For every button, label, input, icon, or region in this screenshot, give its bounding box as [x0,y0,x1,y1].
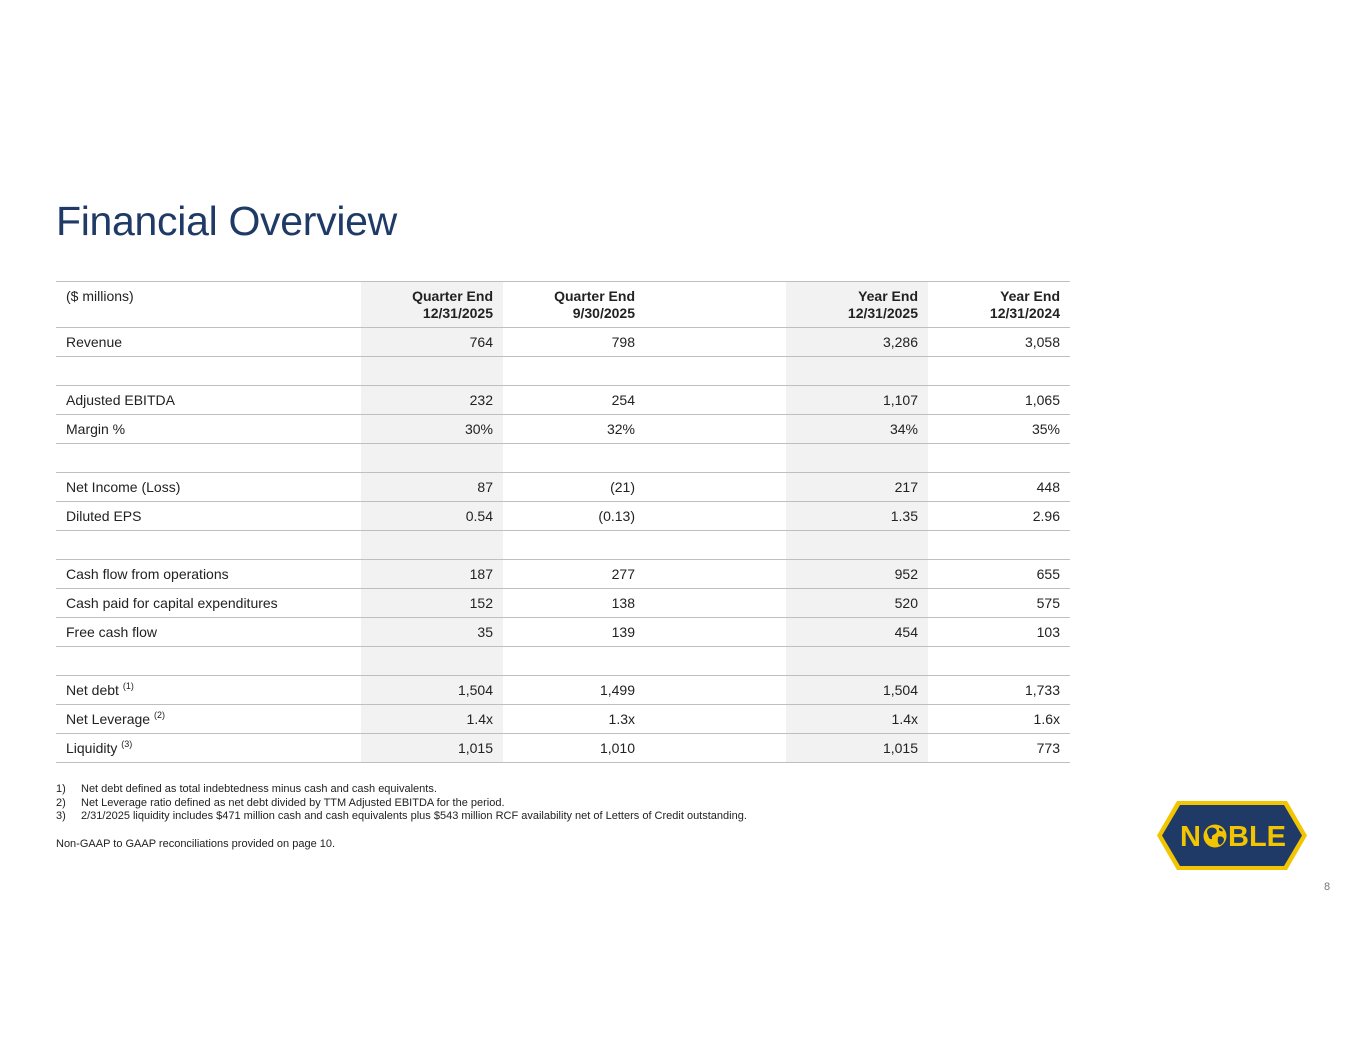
value-cell: 1,499 [503,676,645,705]
empty-cell [928,357,1070,386]
page-number: 8 [1324,881,1331,893]
value-cell: 1,015 [786,734,928,763]
gap-cell [645,415,786,444]
gap-cell [645,618,786,647]
row-label: Diluted EPS [56,502,361,531]
empty-cell [56,357,361,386]
empty-cell [361,444,503,473]
row-label: Net debt $^{(1)}$ [56,676,361,705]
empty-cell [56,531,361,560]
value-cell: 2.96 [928,502,1070,531]
value-cell: 35 [361,618,503,647]
table-row [56,734,1070,763]
row-label: Cash flow from operations [56,560,361,589]
value-cell: 1.6x [928,705,1070,734]
row-label: Revenue [56,328,361,357]
column-gap [645,282,786,328]
value-cell: 103 [928,618,1070,647]
empty-cell [361,357,503,386]
value-cell: 952 [786,560,928,589]
value-cell: 34% [786,415,928,444]
value-cell: 1,504 [786,676,928,705]
value-cell: 798 [503,328,645,357]
value-cell: 30% [361,415,503,444]
footnote-ref: (1) [122,681,134,691]
value-cell: 448 [928,473,1070,502]
empty-cell [645,357,786,386]
row-label: Cash paid for capital expenditures [56,589,361,618]
value-cell: 655 [928,560,1070,589]
value-cell: 138 [503,589,645,618]
value-cell: 277 [503,560,645,589]
gap-cell [645,502,786,531]
table-row [56,473,1070,502]
table-row [56,589,1070,618]
value-cell: 3,286 [786,328,928,357]
financial-table [56,281,1070,763]
footnote: 3) 2/31/2025 liquidity includes $471 million cash and cash equivalents plus $543 million RCF availability net of Letters of Credit outstanding. [56,810,747,822]
column-header: Quarter End 9/30/2025 [503,282,645,328]
value-cell: 139 [503,618,645,647]
gap-cell [645,328,786,357]
value-cell: 87 [361,473,503,502]
value-cell: 1,733 [928,676,1070,705]
value-cell: 152 [361,589,503,618]
footnotes [56,783,747,851]
table-row [56,502,1070,531]
value-cell: 1.35 [786,502,928,531]
logo-text-ble: BLE [1228,821,1286,853]
value-cell: 1,010 [503,734,645,763]
value-cell: 1,065 [928,386,1070,415]
spacer-row [56,647,1070,676]
value-cell: 35% [928,415,1070,444]
table-row [56,560,1070,589]
empty-cell [503,357,645,386]
value-cell: 187 [361,560,503,589]
spacer-row [56,357,1070,386]
table-row [56,618,1070,647]
spacer-row [56,531,1070,560]
value-cell: 1,015 [361,734,503,763]
row-label: Liquidity $^{(3)}$ [56,734,361,763]
column-header: Quarter End 12/31/2025 [361,282,503,328]
column-header: Year End 12/31/2024 [928,282,1070,328]
value-cell: (0.13) [503,502,645,531]
table-header-row [56,282,1070,328]
logo-text-n: N [1180,821,1201,853]
page-title: Financial Overview [56,198,397,244]
empty-cell [786,531,928,560]
non-gaap-note: Non-GAAP to GAAP reconciliations provided on page 10. [56,837,336,850]
empty-cell [786,444,928,473]
value-cell: (21) [503,473,645,502]
empty-cell [503,531,645,560]
empty-cell [361,647,503,676]
empty-cell [56,444,361,473]
spacer-row [56,444,1070,473]
value-cell: 1,107 [786,386,928,415]
value-cell: 1,504 [361,676,503,705]
empty-cell [786,357,928,386]
empty-cell [928,531,1070,560]
value-cell: 217 [786,473,928,502]
gap-cell [645,734,786,763]
empty-cell [56,647,361,676]
unit-label: ($ millions) [56,282,361,328]
value-cell: 1.4x [361,705,503,734]
row-label: Net Leverage $^{(2)}$ [56,705,361,734]
empty-cell [786,647,928,676]
table-row [56,328,1070,357]
empty-cell [361,531,503,560]
gap-cell [645,386,786,415]
gap-cell [645,705,786,734]
empty-cell [503,444,645,473]
row-label: Adjusted EBITDA [56,386,361,415]
gap-cell [645,589,786,618]
value-cell: 454 [786,618,928,647]
column-header: Year End 12/31/2025 [786,282,928,328]
empty-cell [645,531,786,560]
value-cell: 773 [928,734,1070,763]
gap-cell [645,473,786,502]
table-row [56,705,1070,734]
value-cell: 0.54 [361,502,503,531]
footnote: 1) Net debt defined as total indebtedness minus cash and cash equivalents. [56,783,437,795]
footnote: 2) Net Leverage ratio defined as net debt divided by TTM Adjusted EBITDA for the period. [56,796,505,809]
footnote-ref: (2) [153,710,165,720]
table-row [56,676,1070,705]
empty-cell [503,647,645,676]
table-row [56,386,1070,415]
value-cell: 1.4x [786,705,928,734]
empty-cell [645,647,786,676]
empty-cell [928,444,1070,473]
value-cell: 32% [503,415,645,444]
value-cell: 1.3x [503,705,645,734]
row-label: Net Income (Loss) [56,473,361,502]
value-cell: 575 [928,589,1070,618]
value-cell: 3,058 [928,328,1070,357]
gap-cell [645,560,786,589]
value-cell: 520 [786,589,928,618]
row-label: Free cash flow [56,618,361,647]
globe-icon [1204,825,1227,848]
gap-cell [645,676,786,705]
value-cell: 232 [361,386,503,415]
table-row [56,415,1070,444]
row-label: Margin % [56,415,361,444]
noble-logo [1155,799,1309,872]
empty-cell [928,647,1070,676]
value-cell: 764 [361,328,503,357]
value-cell: 254 [503,386,645,415]
empty-cell [645,444,786,473]
footnote-ref: (3) [121,739,133,749]
